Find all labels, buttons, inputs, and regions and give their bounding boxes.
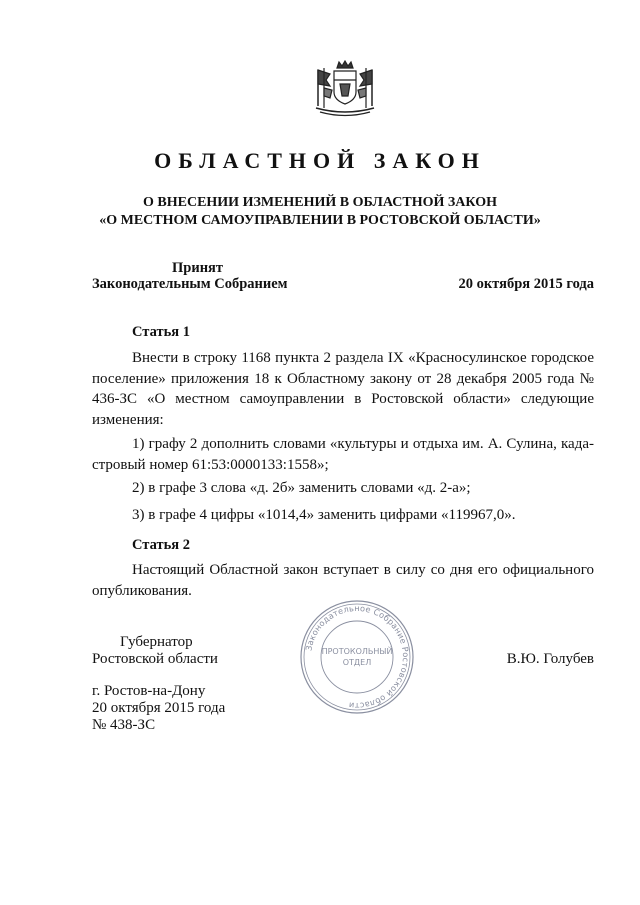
- footer-date: 20 октября 2015 года: [92, 700, 226, 716]
- adopted-by-label: Законодательным Собранием: [92, 276, 288, 292]
- signatory-position-line-1: Губернатор: [120, 634, 193, 650]
- document-title: ОБЛАСТНОЙ ЗАКОН: [154, 148, 486, 173]
- article-1-item-2: 2) в графе 3 слова «д. 2б» заменить словами «д. 2-а»;: [132, 480, 471, 496]
- subtitle-line-1: О ВНЕСЕНИИ ИЗМЕНЕНИЙ В ОБЛАСТНОЙ ЗАКОН: [143, 195, 497, 210]
- stamp-ring-text: Законодательное Собрание Ростовской области: [303, 602, 412, 712]
- subtitle-line-2: «О МЕСТНОМ САМОУПРАВЛЕНИИ В РОСТОВСКОЙ ОБЛАСТИ»: [99, 213, 541, 228]
- article-1-item-1: 1) графу 2 дополнить словами «культуры и отдыха им. А. Сулина, када-стровый номер 61:53:0000133:1558»;: [92, 436, 594, 473]
- stamp-center-line-1: ПРОТОКОЛЬНЫЙ: [321, 647, 393, 656]
- article-1-intro: Внести в строку 1168 пункта 2 раздела IX «Красносулинское городское поселение» приложения 18 к Областному закону от 28 декабря 2005 года № 436-ЗС «О местном самоуправлении в Ростовской области» следующие изменения:: [92, 350, 594, 428]
- official-stamp: [298, 598, 416, 716]
- signatory-name: В.Ю. Голубев: [506, 651, 594, 667]
- article-2-heading: Статья 2: [132, 537, 190, 553]
- article-1-heading: Статья 1: [132, 324, 190, 340]
- adopted-label: Принят: [172, 260, 224, 276]
- signatory-position-line-2: Ростовской области: [92, 651, 218, 667]
- stamp-center-line-2: ОТДЕЛ: [342, 658, 372, 667]
- footer-law-number: № 438-ЗС: [92, 717, 156, 733]
- article-2-text: Настоящий Областной закон вступает в силу со дня его официального опубликования.: [92, 562, 594, 599]
- footer-city: г. Ростов-на-Дону: [92, 683, 206, 699]
- article-1-item-3: 3) в графе 4 цифры «1014,4» заменить цифрами «119967,0».: [132, 507, 516, 523]
- adoption-date: 20 октября 2015 года: [458, 276, 594, 292]
- coat-of-arms-emblem: [308, 58, 382, 120]
